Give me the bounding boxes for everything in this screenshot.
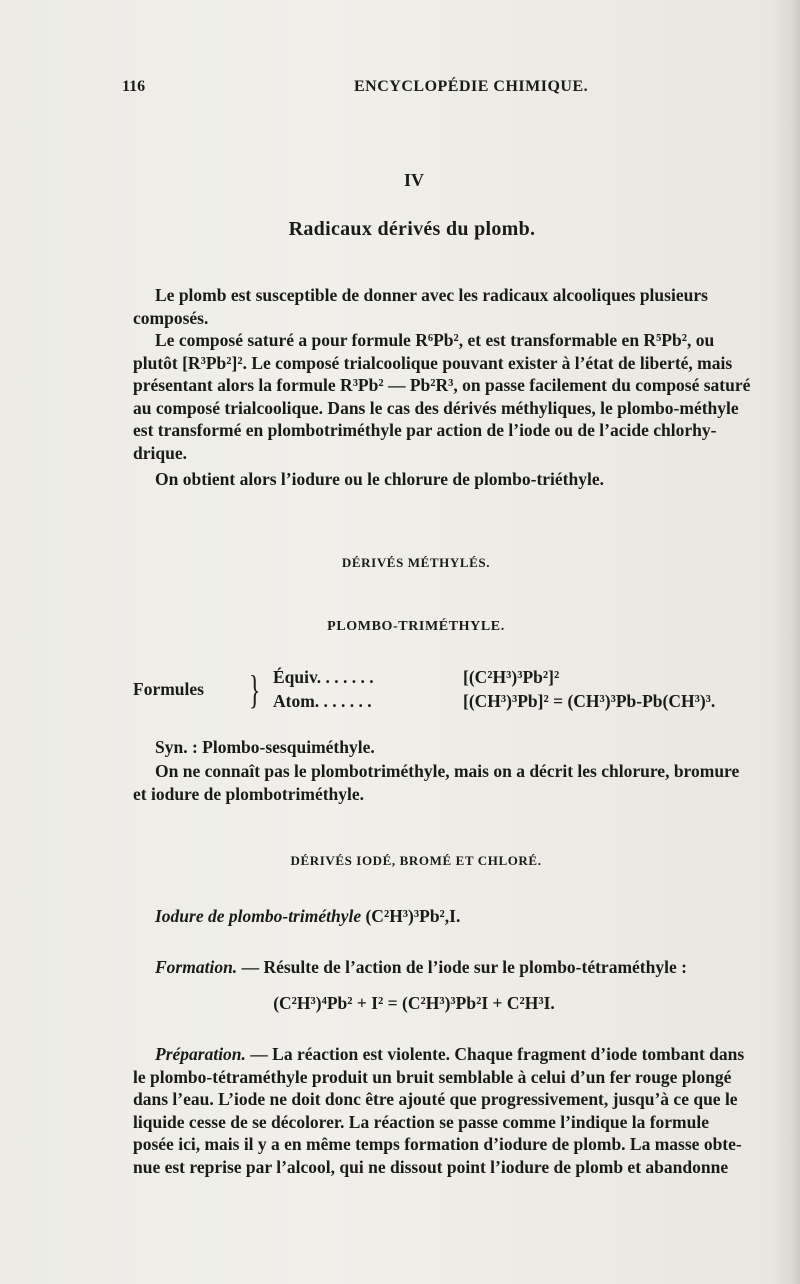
equivalent-label: Équiv. . . . . . .: [273, 667, 374, 687]
text-line: drique.: [133, 442, 187, 463]
preparation-paragraph: [133, 1043, 770, 1178]
formation-paragraph: [133, 956, 770, 979]
text-line: plutôt [R³Pb²]². Le composé trialcoolique pouvant exister à l’état de liberté, mais: [133, 352, 733, 373]
running-head: ENCYCLOPÉDIE CHIMIQUE.: [354, 78, 589, 95]
text-line: présentant alors la formule R³Pb² — Pb²R³, on passe facilement du composé saturé: [133, 375, 751, 395]
iodide-title-line: [133, 905, 770, 928]
text-line: Le plomb est susceptible de donner avec les radicaux alcooliques plusieurs: [155, 285, 708, 305]
page-edge-shadow: [772, 0, 800, 1284]
section-number: IV: [403, 170, 424, 190]
formulas-block: [133, 667, 773, 721]
formation-label: Formation.: [155, 957, 238, 977]
page-header: [122, 78, 762, 102]
text-line: et iodure de plombotriméthyle.: [133, 783, 365, 804]
page-number: 116: [122, 78, 146, 95]
text-line: On ne connaît pas le plombotriméthyle, mais on a décrit les chlorure, bromure: [155, 761, 740, 781]
text-line: [133, 905, 770, 928]
compound-name: Iodure de plombo-triméthyle: [155, 906, 362, 926]
text-line: Syn. : Plombo-sesquiméthyle.: [155, 737, 375, 757]
subheading-plombo-trimethyl: PLOMBO-TRIMÉTHYLE.: [327, 619, 505, 634]
text-line: liquide cesse de se décolorer. La réaction se passe comme l’indique la formule: [133, 1111, 709, 1132]
text-line: nue est reprise par l’alcool, qui ne dissout point l’iodure de plomb et abandonne: [133, 1156, 729, 1177]
formula-paragraph: [133, 329, 770, 464]
atomic-label: Atom. . . . . . .: [273, 691, 372, 711]
preparation-text: — La réaction est violente. Chaque fragment d’iode tombant dans: [245, 1044, 745, 1064]
subheading-halide-derivatives: DÉRIVÉS IODÉ, BROMÉ ET CHLORÉ.: [290, 853, 542, 868]
text-line: composés.: [133, 307, 209, 328]
text-line: au composé trialcoolique. Dans le cas des dérivés méthyliques, le plombo-méthyle: [133, 397, 739, 418]
intro-paragraph: [133, 284, 770, 329]
brace-symbol: }: [248, 667, 261, 712]
known-compounds-paragraph: [133, 760, 770, 805]
synonym-line: [133, 736, 770, 759]
equivalent-formula: [(C²H³)³Pb²]²: [463, 667, 560, 687]
text-line: le plombo-tétraméthyle produit un bruit semblable à celui d’un fer rouge plongé: [133, 1066, 732, 1087]
formulas-label: Formules: [133, 679, 204, 699]
text-line: [133, 1043, 770, 1066]
preparation-label: Préparation.: [155, 1044, 246, 1064]
iodide-paragraph: [133, 468, 770, 491]
text-line: dans l’eau. L’iode ne doit donc être ajouté que progressivement, jusqu’à ce que le: [133, 1089, 738, 1109]
atomic-formula: [(CH³)³Pb]² = (CH³)³Pb-Pb(CH³)³.: [463, 691, 716, 711]
text-line: Le composé saturé a pour formule R⁶Pb², et est transformable en R⁵Pb², ou: [155, 330, 715, 350]
section-title: Radicaux dérivés du plomb.: [288, 218, 536, 240]
formation-equation: (C²H³)⁴Pb² + I² = (C²H³)³Pb²I + C²H³I.: [273, 993, 555, 1013]
text-line: posée ici, mais il y a en même temps formation d’iodure de plomb. La masse obte-: [133, 1134, 742, 1154]
formation-text: — Résulte de l’action de l’iode sur le plombo-tétraméthyle :: [237, 957, 687, 977]
subheading-methyl-derivatives: DÉRIVÉS MÉTHYLÉS.: [341, 555, 491, 570]
text-line: est transformé en plombotriméthyle par action de l’iode ou de l’acide chlorhy-: [133, 420, 717, 440]
text-line: On obtient alors l’iodure ou le chlorure de plombo-triéthyle.: [155, 469, 604, 489]
text-line: [133, 956, 770, 979]
compound-formula: (C²H³)³Pb²,I.: [365, 906, 461, 926]
